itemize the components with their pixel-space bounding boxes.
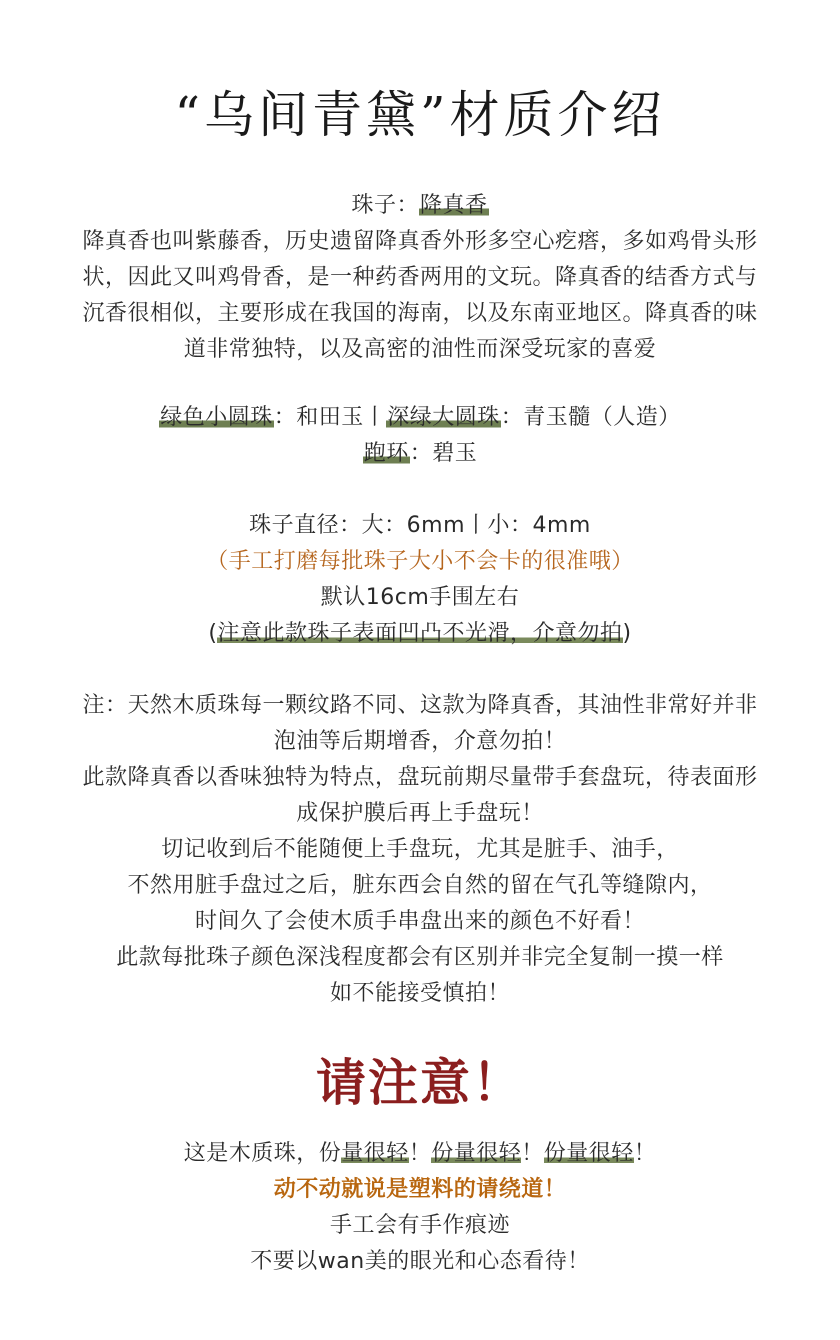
notice-perfection: 不要以wan美的眼光和心态看待！ bbox=[250, 1249, 590, 1274]
notice-plastic-warning: 动不动就说是塑料的请绕道！ bbox=[273, 1177, 567, 1202]
notice-prefix: 这是木质珠，份 bbox=[183, 1141, 342, 1166]
beads-desc-line: 沉香很相似，主要形成在我国的海南，以及东南亚地区。降真香的味 bbox=[82, 301, 758, 326]
size-warning-open: ( bbox=[208, 621, 218, 646]
notes-section bbox=[30, 688, 810, 1012]
green-small-value: ：和田玉丨 bbox=[273, 405, 387, 430]
notice-sep: ！ bbox=[521, 1141, 544, 1166]
notice-handmade: 手工会有手作痕迹 bbox=[329, 1213, 510, 1238]
size-warning bbox=[30, 616, 810, 652]
notice-highlight: 份量很轻 bbox=[431, 1141, 522, 1166]
notes-line: 如不能接受慎拍！ bbox=[329, 981, 510, 1006]
notes-line: 泡油等后期增香，介意勿拍！ bbox=[273, 729, 567, 754]
notes-line: 成保护膜后再上手盘玩！ bbox=[296, 801, 544, 826]
beads-desc-line: 降真香也叫紫藤香，历史遗留降真香外形多空心疙瘩，多如鸡骨头形 bbox=[82, 229, 758, 254]
size-note: （手工打磨每批珠子大小不会卡的很准哦） bbox=[206, 549, 634, 574]
size-warning-text: 注意此款珠子表面凹凸不光滑，介意勿拍 bbox=[217, 621, 623, 646]
size-wrist: 默认16cm手围左右 bbox=[320, 585, 520, 610]
beads-material: 降真香 bbox=[420, 193, 488, 218]
notes-line: 注：天然木质珠每一颗纹路不同、这款为降真香，其油性非常好并非 bbox=[82, 693, 758, 718]
notice-sep: ！ bbox=[408, 1141, 432, 1166]
page-title: “乌间青黛”材质介绍 bbox=[174, 86, 666, 144]
ring-label: 跑环 bbox=[363, 441, 409, 466]
notes-line: 此款每批珠子颜色深浅程度都会有区别并非完全复制一摸一样 bbox=[116, 945, 724, 970]
notes-line: 不然用脏手盘过之后，脏东西会自然的留在气孔等缝隙内， bbox=[127, 873, 713, 898]
green-large-value: ：青玉髓（人造） bbox=[500, 405, 681, 430]
accessories-line-green bbox=[30, 400, 810, 436]
beads-section bbox=[30, 188, 810, 368]
notice-title: 请注意！ bbox=[316, 1053, 524, 1112]
beads-material-line bbox=[30, 188, 810, 224]
size-diameter: 珠子直径：大：6mm丨小：4mm bbox=[249, 513, 591, 538]
accessories-line-ring bbox=[30, 436, 810, 472]
beads-label: 珠子： bbox=[351, 193, 419, 218]
green-small-label: 绿色小圆珠 bbox=[160, 405, 273, 430]
size-section bbox=[30, 508, 810, 652]
beads-desc-line: 状，因此又叫鸡骨香，是一种药香两用的文玩。降真香的结香方式与 bbox=[82, 265, 758, 290]
green-large-label: 深绿大圆珠 bbox=[387, 405, 500, 430]
notes-line: 时间久了会使木质手串盘出来的颜色不好看！ bbox=[194, 909, 645, 934]
notes-line: 切记收到后不能随便上手盘玩，尤其是脏手、油手， bbox=[161, 837, 679, 862]
notice-line-weight bbox=[30, 1136, 810, 1172]
notice-highlight: 量很轻 bbox=[341, 1141, 409, 1166]
notice-highlight: 份量很轻 bbox=[543, 1141, 634, 1166]
notes-line: 此款降真香以香味独特为特点，盘玩前期尽量带手套盘玩，待表面形 bbox=[82, 765, 758, 790]
notice-section bbox=[30, 1136, 810, 1280]
notice-end: ！ bbox=[633, 1141, 657, 1166]
ring-value: ：碧玉 bbox=[409, 441, 478, 466]
size-warning-close: ) bbox=[622, 621, 632, 646]
accessories-section bbox=[30, 400, 810, 472]
beads-desc-line: 道非常独特，以及高密的油性而深受玩家的喜爱 bbox=[183, 337, 657, 362]
